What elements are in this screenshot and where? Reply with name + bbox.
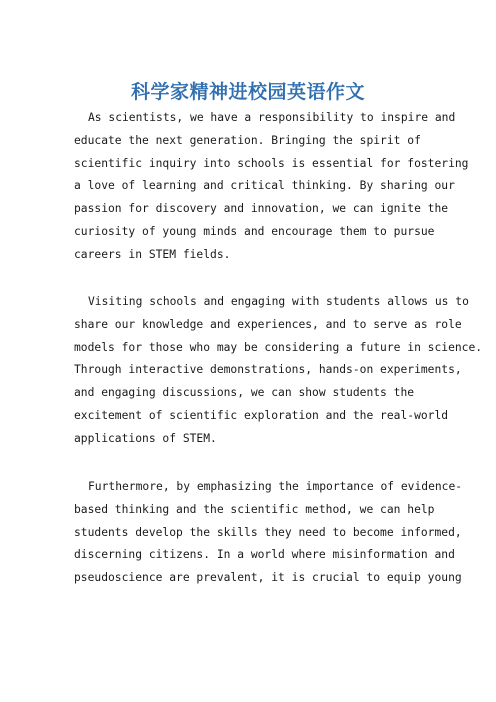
paragraph-line: applications of STEM. bbox=[74, 431, 217, 445]
paragraph-3 bbox=[74, 476, 463, 590]
paragraph-line: Through interactive demonstrations, hands-on experiments, bbox=[74, 363, 462, 377]
paragraph-line: based thinking and the scientific method, we can help bbox=[74, 502, 435, 516]
paragraph-line: a love of learning and critical thinking. By sharing our bbox=[74, 179, 455, 193]
paragraph-line: models for those who may be considering a future in science. bbox=[74, 340, 483, 354]
paragraph-line: excitement of scientific exploration and the real-world bbox=[74, 408, 449, 422]
paragraph-line: and engaging discussions, we can show students the bbox=[74, 386, 415, 400]
paragraph-line: pseudoscience are prevalent, it is crucial to equip young bbox=[74, 571, 462, 585]
paragraph-line: As scientists, we have a responsibility to inspire and bbox=[88, 111, 456, 124]
paragraph-line: careers in STEM fields. bbox=[74, 247, 231, 261]
paragraph-line: Furthermore, by emphasizing the importance of evidence- bbox=[88, 480, 463, 493]
paragraph-line: Visiting schools and engaging with students allows us to bbox=[88, 295, 469, 308]
paragraph-line: scientific inquiry into schools is essential for fostering bbox=[74, 156, 469, 170]
document-title: 科学家精神进校园英语作文 bbox=[130, 81, 365, 103]
paragraph-1 bbox=[74, 107, 469, 267]
paragraph-line: passion for discovery and innovation, we can ignite the bbox=[74, 202, 449, 216]
paragraph-line: share our knowledge and experiences, and to serve as role bbox=[74, 317, 462, 331]
paragraph-line: educate the next generation. Bringing the spirit of bbox=[74, 133, 421, 147]
paragraph-line: discerning citizens. In a world where misinformation and bbox=[74, 548, 455, 562]
paragraph-2 bbox=[74, 291, 483, 451]
paragraph-line: students develop the skills they need to become informed, bbox=[74, 525, 462, 539]
paragraph-line: curiosity of young minds and encourage them to pursue bbox=[74, 224, 435, 238]
